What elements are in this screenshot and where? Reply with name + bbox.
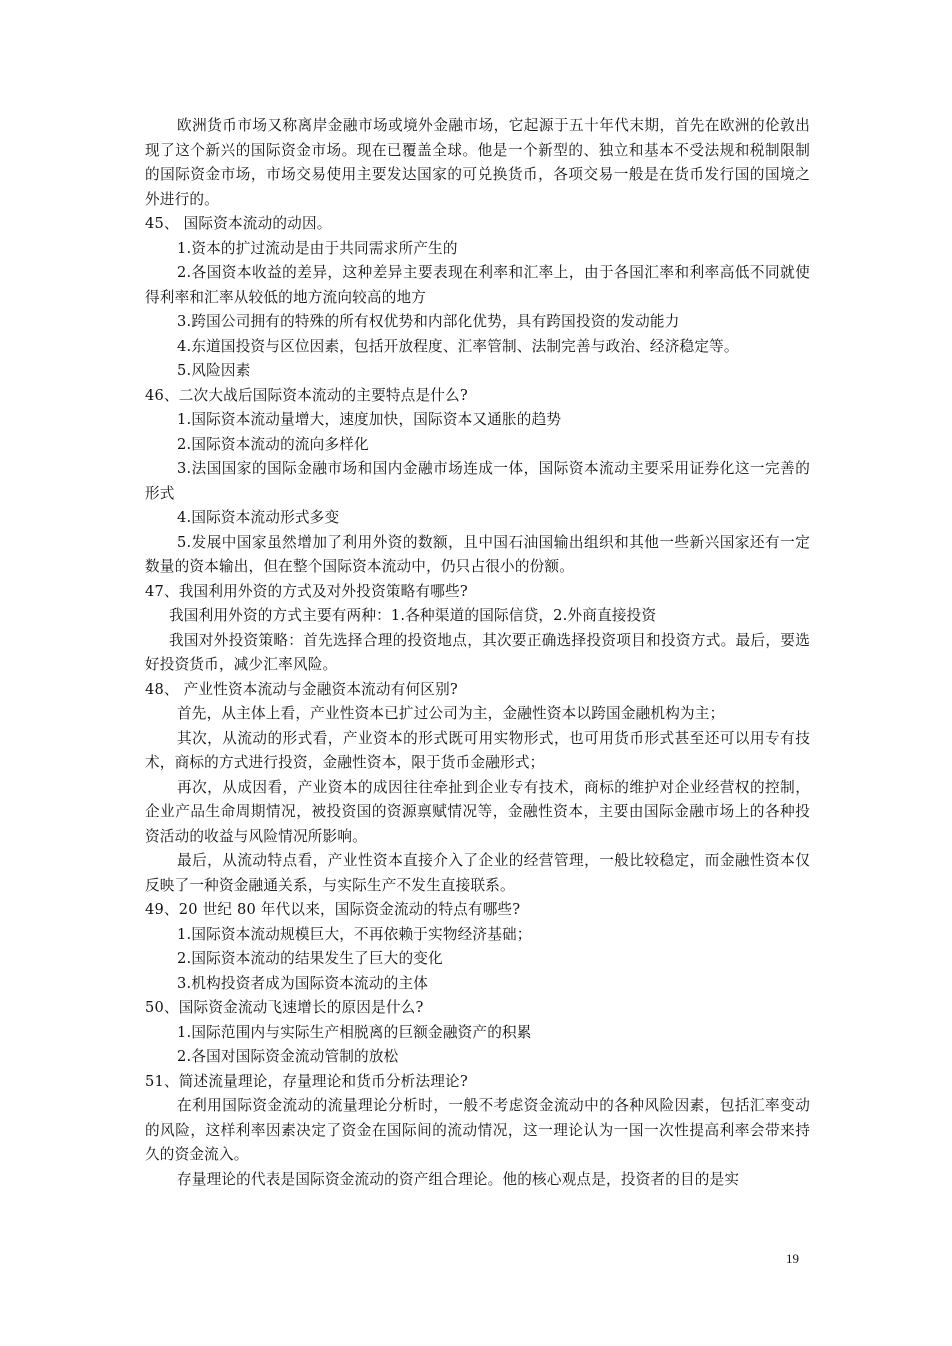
- list-item: 2.各国资本收益的差异，这种差异主要表现在利率和汇率上，由于各国汇率和利率高低不同就使得利率和汇率从较低的地方流向较高的地方: [145, 264, 810, 306]
- list-item: 4.东道国投资与区位因素，包括开放程度、汇率管制、法制完善与政治、经济稳定等。: [177, 337, 739, 355]
- question-heading-50: 50、国际资金流动飞速增长的原因是什么?: [145, 999, 424, 1016]
- question-heading-48: 48、 产业性资本流动与金融资本流动有何区别?: [145, 680, 458, 698]
- answer-paragraph: 最后，从流动特点看，产业性资本直接介入了企业的经营管理，一般比较稳定，而金融性资本仅反映了一种资金融通关系，与实际生产不发生直接联系。: [145, 852, 810, 894]
- list-item: 5.风险因素: [177, 362, 251, 379]
- answer-paragraph: 再次，从成因看，产业资本的成因往往牵扯到企业专有技术，商标的维护对企业经营权的控制，企业产品生命周期情况，被投资国的资源禀赋情况等，金融性资本，主要由国际金融市场上的各种投资活动的收益与风险情况所影响。: [145, 778, 810, 845]
- list-item: 1.国际资本流动规模巨大，不再依赖于实物经济基础；: [177, 925, 532, 943]
- answer-paragraph: 我国对外投资策略：首先选择合理的投资地点，其次要正确选择投资项目和投资方式。最后，要选好投资货币，减少汇率风险。: [145, 631, 810, 673]
- list-item: 1.国际资本流动量增大，速度加快，国际资本又通胀的趋势: [177, 411, 562, 428]
- question-heading-46: 46、二次大战后国际资本流动的主要特点是什么?: [145, 386, 468, 404]
- list-item: 3.跨国公司拥有的特殊的所有权优势和内部化优势，具有跨国投资的发动能力: [177, 313, 680, 330]
- answer-paragraph: 我国利用外资的方式主要有两种：1.各种渠道的国际信贷，2.外商直接投资: [169, 607, 657, 624]
- answer-paragraph: 在利用国际资金流动的流量理论分析时，一般不考虑资金流动中的各种风险因素，包括汇率变动的风险，这样利率因素决定了资金在国际间的流动情况，这一理论认为一国一次性提高利率会带来持久的资金流入。: [145, 1097, 810, 1163]
- list-item: 2.国际资本流动的流向多样化: [177, 435, 369, 453]
- question-heading-47: 47、我国利用外资的方式及对外投资策略有哪些?: [145, 582, 468, 600]
- question-heading-51: 51、简述流量理论，存量理论和货币分析法理论?: [145, 1072, 468, 1090]
- list-item: 1.国际范围内与实际生产相脱离的巨额金融资产的积累: [177, 1023, 532, 1041]
- paragraph-intro: 欧洲货币市场又称离岸金融市场或境外金融市场，它起源于五十年代末期，首先在欧洲的伦敦出现了这个新兴的国际资金市场。现在已覆盖全球。他是一个新型的、独立和基本不受法规和税制限制的国际资金市场，市场交易使用主要发达国家的可兑换货币，各项交易一般是在货币发行国的国境之外进行的。: [145, 117, 810, 208]
- answer-paragraph: 首先，从主体上看，产业性资本已扩过公司为主，金融性资本以跨国金融机构为主；: [177, 705, 725, 722]
- question-heading-49: 49、20 世纪 80 年代以来，国际资金流动的特点有哪些?: [145, 901, 521, 918]
- list-item: 2.各国对国际资金流动管制的放松: [177, 1048, 399, 1065]
- question-heading-45: 45、 国际资本流动的动因。: [145, 215, 332, 232]
- list-item: 5.发展中国家虽然增加了利用外资的数额，且中国石油国输出组织和其他一些新兴国家还有一定数量的资本输出，但在整个国际资本流动中，仍只占很小的份额。: [145, 533, 810, 575]
- page-body: [145, 114, 810, 1192]
- answer-paragraph: 其次，从流动的形式看，产业资本的形式既可用实物形式，也可用货币形式甚至还可以用专有技术，商标的方式进行投资，金融性资本，限于货币金融形式；: [145, 729, 810, 771]
- list-item: 4.国际资本流动形式多变: [177, 509, 340, 526]
- list-item: 1.资本的扩过流动是由于共同需求所产生的: [177, 239, 458, 257]
- page-number: 19: [786, 1251, 799, 1266]
- answer-paragraph: 存量理论的代表是国际资金流动的资产组合理论。他的核心观点是，投资者的目的是实: [177, 1170, 740, 1188]
- list-item: 3.机构投资者成为国际资本流动的主体: [177, 974, 429, 992]
- list-item: 2.国际资本流动的结果发生了巨大的变化: [177, 950, 443, 967]
- list-item: 3.法国国家的国际金融市场和国内金融市场连成一体，国际资本流动主要采用证券化这一完善的形式: [145, 460, 810, 502]
